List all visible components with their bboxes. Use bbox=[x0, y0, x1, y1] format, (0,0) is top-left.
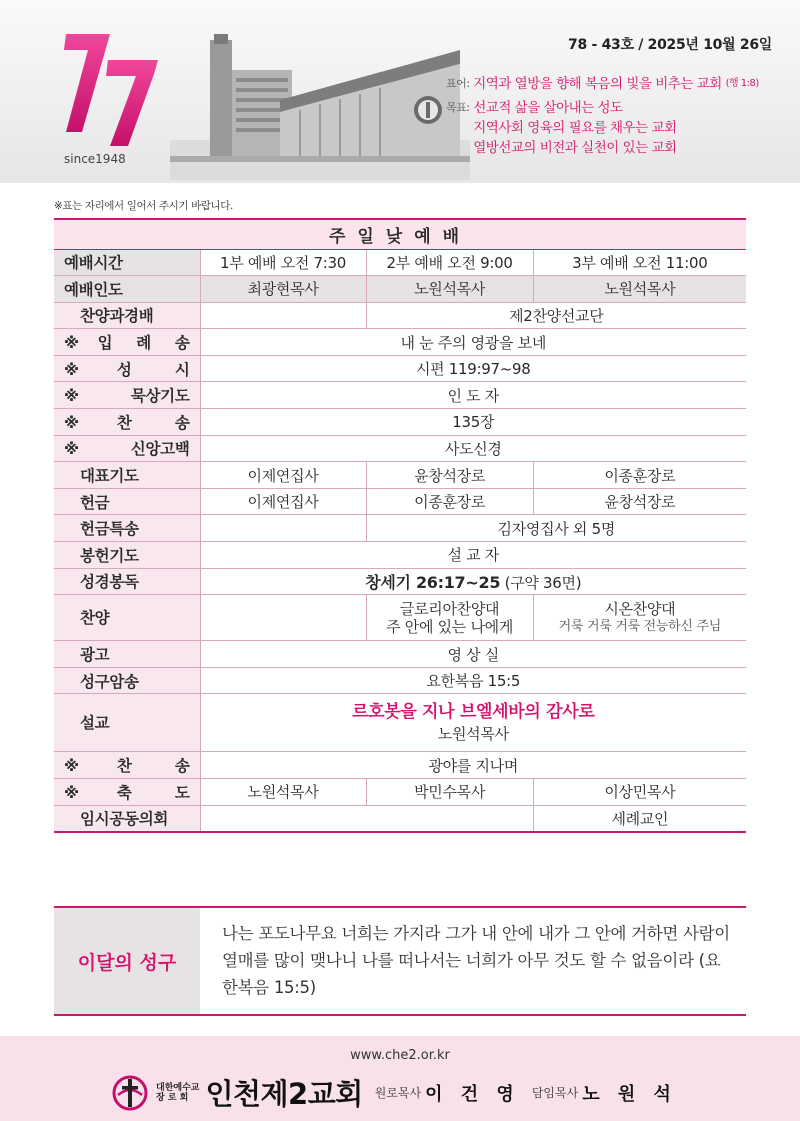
table-row bbox=[54, 667, 746, 694]
rep-prayer-3: 이종훈장로 bbox=[533, 462, 746, 489]
service-time-2: 2부 예배 오전 9:00 bbox=[366, 249, 533, 276]
table-row bbox=[54, 595, 746, 641]
memory-verse: 요한복음 15:5 bbox=[200, 667, 746, 694]
table-row bbox=[54, 302, 746, 329]
issue-number-date: 78 - 43호 / 2025년 10월 26일 bbox=[568, 37, 772, 53]
scripture-reading: 창세기 26:17~25 bbox=[365, 572, 501, 592]
motto-label: 표어: bbox=[446, 77, 470, 90]
denomination bbox=[156, 1083, 199, 1103]
sermon-preacher: 노원석목사 bbox=[437, 724, 509, 743]
rep-prayer-1: 이제연집사 bbox=[200, 462, 366, 489]
table-row bbox=[54, 329, 746, 356]
table-row bbox=[54, 515, 746, 542]
row-label: ※입 례 송 bbox=[54, 329, 200, 356]
table-title-row bbox=[54, 219, 746, 249]
goal-list bbox=[473, 98, 676, 158]
row-label: 찬양 bbox=[54, 595, 200, 641]
denomination-top: 대한예수교 bbox=[156, 1082, 200, 1093]
table-row bbox=[54, 568, 746, 595]
rep-prayer-2: 윤창석장로 bbox=[366, 462, 533, 489]
standing-note: ※표는 자리에서 일어서 주시기 바랍니다. bbox=[54, 200, 233, 212]
row-label: 성경봉독 bbox=[54, 568, 200, 595]
row-label: 봉헌기도 bbox=[54, 542, 200, 569]
silent-prayer: 인 도 자 bbox=[200, 382, 746, 409]
hymn-1: 135장 bbox=[200, 409, 746, 436]
row-label: 예배인도 bbox=[54, 276, 200, 303]
hymn-2: 광야를 지나며 bbox=[200, 752, 746, 779]
row-label: ※묵상기도 bbox=[54, 382, 200, 409]
offering-special: 김자영집사 외 5명 bbox=[366, 515, 746, 542]
row-label: 헌금특송 bbox=[54, 515, 200, 542]
table-row bbox=[54, 805, 746, 832]
verse-text: 나는 포도나무요 너희는 가지라 그가 내 안에 내가 그 안에 거하면 사람이 열매를 많이 맺나니 나를 떠나서는 너희가 아무 것도 할 수 없음이라 (요한복음 15:5) bbox=[222, 924, 730, 997]
scripture-page: (구약 36면) bbox=[504, 573, 582, 592]
service-time-1: 1부 예배 오전 7:30 bbox=[200, 249, 366, 276]
denomination-bottom: 장 로 회 bbox=[156, 1092, 189, 1103]
empty-cell bbox=[200, 515, 366, 542]
choir: 제2찬양선교단 bbox=[366, 302, 746, 329]
empty-cell bbox=[200, 302, 366, 329]
row-label: 찬양과경배 bbox=[54, 302, 200, 329]
benediction-1: 노원석목사 bbox=[200, 779, 366, 806]
row-label: 광고 bbox=[54, 641, 200, 668]
senior-pastor-label: 담임목사 bbox=[531, 1086, 579, 1100]
benediction-3: 이상민목사 bbox=[533, 779, 746, 806]
goal-item: 선교적 삶을 살아내는 성도 bbox=[473, 100, 623, 116]
row-label: 예배시간 bbox=[54, 249, 200, 276]
church-emblem-icon bbox=[110, 1073, 150, 1113]
header bbox=[0, 0, 800, 183]
goal-label: 목표: bbox=[446, 101, 470, 114]
announcements: 영 상 실 bbox=[200, 641, 746, 668]
church-name: 인천제2교회 bbox=[205, 1077, 363, 1111]
table-row bbox=[54, 435, 746, 462]
congregation-meeting: 세례교인 bbox=[533, 805, 746, 832]
table-row bbox=[54, 249, 746, 276]
logo-77-mark bbox=[58, 22, 168, 152]
footer bbox=[0, 1036, 800, 1121]
motto-row bbox=[446, 74, 759, 94]
intro-song: 내 눈 주의 영광을 보네 bbox=[200, 329, 746, 356]
benediction-2: 박민수목사 bbox=[366, 779, 533, 806]
table-row bbox=[54, 409, 746, 436]
table-row bbox=[54, 382, 746, 409]
table-row bbox=[54, 488, 746, 515]
verse-label: 이달의 성구 bbox=[54, 908, 200, 1014]
motto-text: 지역과 열방을 향해 복음의 빛을 비추는 교회 bbox=[473, 76, 722, 92]
row-label: ※찬 송 bbox=[54, 409, 200, 436]
worship-order-table bbox=[54, 218, 746, 833]
offering-prayer: 설 교 자 bbox=[200, 542, 746, 569]
praise-3-choir: 시온찬양대 bbox=[604, 599, 676, 618]
senior-pastor-name: 노 원 석 bbox=[582, 1083, 677, 1105]
leader-2: 노원석목사 bbox=[366, 276, 533, 303]
row-label: 설교 bbox=[54, 694, 200, 752]
table-title: 주일낮예배 bbox=[54, 219, 746, 249]
offering-1: 이제연집사 bbox=[200, 488, 366, 515]
website-url: www.che2.or.kr bbox=[350, 1048, 450, 1063]
table-row bbox=[54, 355, 746, 382]
table-row bbox=[54, 641, 746, 668]
emeritus-name: 이 건 영 bbox=[425, 1083, 520, 1105]
sermon-cell bbox=[200, 694, 746, 752]
table-row bbox=[54, 752, 746, 779]
since-label: since1948 bbox=[64, 152, 126, 166]
motto-block bbox=[446, 74, 759, 158]
offering-2: 이종훈장로 bbox=[366, 488, 533, 515]
sermon-title: 르호봇을 지나 브엘세바의 감사로 bbox=[351, 701, 595, 722]
empty-cell bbox=[200, 805, 533, 832]
goal-row bbox=[446, 98, 759, 158]
motto-reference: (행 1:8) bbox=[725, 78, 759, 89]
goal-item: 열방선교의 비전과 실천이 있는 교회 bbox=[473, 140, 677, 156]
church-building-image bbox=[170, 30, 470, 180]
row-label: ※찬 송 bbox=[54, 752, 200, 779]
row-label: 대표기도 bbox=[54, 462, 200, 489]
goal-item: 지역사회 영육의 필요를 채우는 교회 bbox=[473, 120, 677, 136]
leader-1: 최광현목사 bbox=[200, 276, 366, 303]
praise-2-choir: 글로리아찬양대 bbox=[399, 599, 500, 618]
church-signature bbox=[110, 1072, 677, 1113]
row-label: 헌금 bbox=[54, 488, 200, 515]
table-row bbox=[54, 276, 746, 303]
creed: 사도신경 bbox=[200, 435, 746, 462]
psalm-reading: 시편 119:97~98 bbox=[200, 355, 746, 382]
praise-3-song: 거룩 거룩 거룩 전능하신 주님 bbox=[558, 618, 722, 634]
service-time-3: 3부 예배 오전 11:00 bbox=[533, 249, 746, 276]
row-label: ※축 도 bbox=[54, 779, 200, 806]
verse-of-month bbox=[54, 906, 746, 1016]
row-label: ※성 시 bbox=[54, 355, 200, 382]
empty-cell bbox=[200, 595, 366, 641]
emeritus-label: 원로목사 bbox=[374, 1086, 422, 1100]
praise-2-cell bbox=[366, 595, 533, 641]
scripture-reading-cell bbox=[200, 568, 746, 595]
praise-2-song: 주 안에 있는 나에게 bbox=[386, 617, 514, 636]
row-label: 성구암송 bbox=[54, 667, 200, 694]
table-row bbox=[54, 462, 746, 489]
offering-3: 윤창석장로 bbox=[533, 488, 746, 515]
table-row bbox=[54, 779, 746, 806]
praise-3-cell bbox=[533, 595, 746, 641]
table-row bbox=[54, 694, 746, 752]
row-label: 임시공동의회 bbox=[54, 805, 200, 832]
leader-3: 노원석목사 bbox=[533, 276, 746, 303]
row-label: ※신앙고백 bbox=[54, 435, 200, 462]
table-row bbox=[54, 542, 746, 569]
